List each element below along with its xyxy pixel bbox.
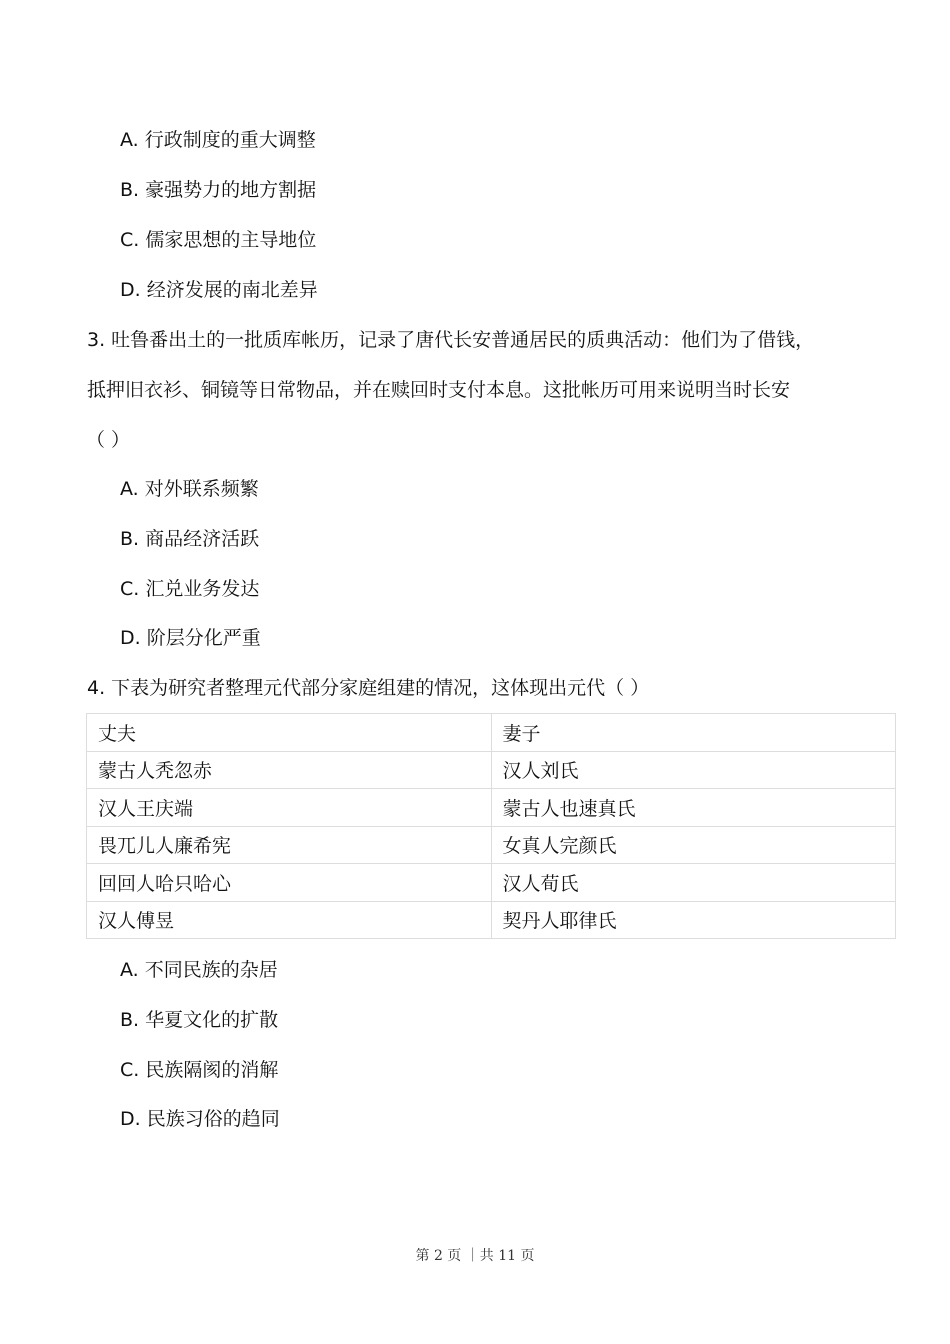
q4-option-a: A. 不同民族的杂居 [120, 959, 278, 981]
q2-option-a: A. 行政制度的重大调整 [120, 129, 316, 151]
wife-cell: 契丹人耶律氏 [491, 901, 896, 939]
table-row [87, 864, 896, 902]
table-row [87, 789, 896, 827]
header-husband: 丈夫 [87, 714, 492, 752]
q3-option-c: C. 汇兑业务发达 [120, 578, 260, 600]
header-wife: 妻子 [491, 714, 896, 752]
q3-option-d: D. 阶层分化严重 [120, 627, 261, 649]
wife-cell: 汉人荀氏 [491, 864, 896, 902]
q2-option-b: B. 豪强势力的地方割据 [120, 179, 317, 201]
q4-option-c: C. 民族隔阂的消解 [120, 1059, 279, 1081]
table-row [87, 901, 896, 939]
table-row [87, 751, 896, 789]
table-row [87, 826, 896, 864]
marriage-table [86, 713, 896, 939]
q3-option-a: A. 对外联系频繁 [120, 478, 259, 500]
husband-cell: 回回人哈只哈心 [87, 864, 492, 902]
q2-option-c: C. 儒家思想的主导地位 [120, 229, 317, 251]
q4-option-b: B. 华夏文化的扩散 [120, 1009, 279, 1031]
wife-cell: 汉人刘氏 [491, 751, 896, 789]
husband-cell: 畏兀儿人廉希宪 [87, 826, 492, 864]
table-header-row [87, 714, 896, 752]
q3-stem-line2: 抵押旧衣衫、铜镜等日常物品，并在赎回时支付本息。这批帐历可用来说明当时长安 [87, 379, 791, 401]
wife-cell: 女真人完颜氏 [491, 826, 896, 864]
q2-option-d: D. 经济发展的南北差异 [120, 279, 318, 301]
q3-option-b: B. 商品经济活跃 [120, 528, 260, 550]
q3-answer-blank: （ ） [86, 429, 131, 451]
q4-stem: 4. 下表为研究者整理元代部分家庭组建的情况，这体现出元代（ ） [87, 677, 650, 699]
husband-cell: 汉人王庆端 [87, 789, 492, 827]
page-footer: 第 2 页 ｜共 11 页 [415, 1248, 535, 1264]
husband-cell: 汉人傅昱 [87, 901, 492, 939]
husband-cell: 蒙古人秃忽赤 [87, 751, 492, 789]
wife-cell: 蒙古人也速真氏 [491, 789, 896, 827]
q3-stem-line1: 3. 吐鲁番出土的一批质库帐历，记录了唐代长安普通居民的质典活动：他们为了借钱， [87, 329, 815, 351]
q4-option-d: D. 民族习俗的趋同 [120, 1108, 280, 1130]
